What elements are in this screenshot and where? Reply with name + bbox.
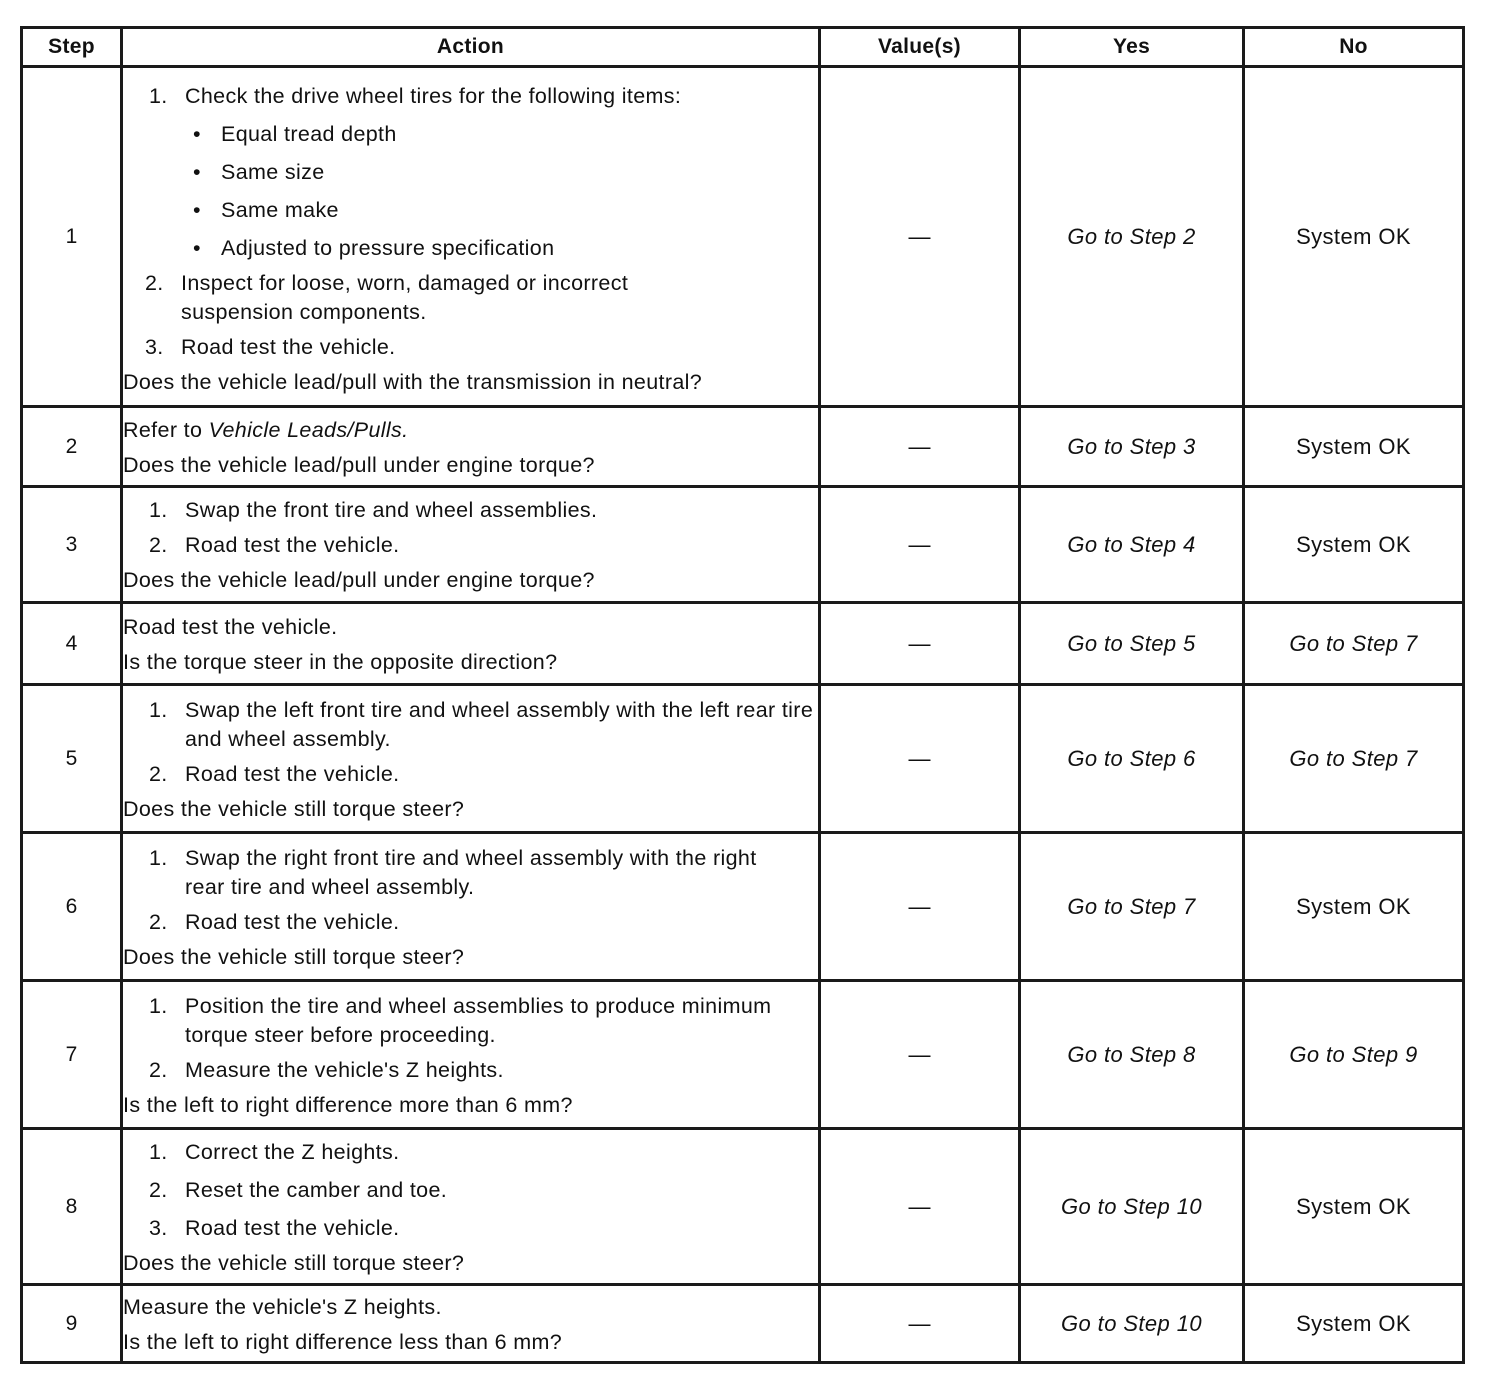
header-yes: Yes xyxy=(1020,28,1244,67)
yes-link[interactable]: Go to Step 3 xyxy=(1067,433,1196,459)
yes-link[interactable]: Go to Step 6 xyxy=(1067,745,1196,771)
no-result: System OK xyxy=(1296,433,1411,459)
header-action: Action xyxy=(122,28,820,67)
action-cell xyxy=(122,833,820,981)
action-item xyxy=(149,496,818,525)
item-number: 1. xyxy=(149,845,168,870)
item-text: Road test the vehicle. xyxy=(185,1215,400,1240)
step-number: 5 xyxy=(22,685,122,833)
item-number: 1. xyxy=(149,993,168,1018)
bullet-text: Same size xyxy=(221,160,325,184)
table-row-step-3 xyxy=(22,487,1464,603)
action-question: Does the vehicle still torque steer? xyxy=(123,796,465,821)
yes-cell xyxy=(1020,981,1244,1129)
item-text: Correct the Z heights. xyxy=(185,1139,400,1164)
action-question: Is the left to right difference less than 6 mm? xyxy=(123,1329,563,1354)
bullet-item xyxy=(193,158,818,187)
no-result: System OK xyxy=(1296,1310,1411,1336)
yes-link[interactable]: Go to Step 10 xyxy=(1061,1193,1202,1219)
value-cell: — xyxy=(820,833,1020,981)
bullet-text: Adjusted to pressure specification xyxy=(221,236,555,260)
bullet-text: Same make xyxy=(221,198,339,222)
action-item xyxy=(149,696,818,754)
step-number: 9 xyxy=(22,1285,122,1363)
table-row-step-1 xyxy=(22,67,1464,407)
no-cell xyxy=(1244,685,1464,833)
step-number: 8 xyxy=(22,1129,122,1285)
no-cell xyxy=(1244,1285,1464,1363)
yes-cell xyxy=(1020,833,1244,981)
value-cell: — xyxy=(820,981,1020,1129)
action-question: Does the vehicle still torque steer? xyxy=(123,944,465,969)
yes-cell xyxy=(1020,67,1244,407)
step-number: 4 xyxy=(22,603,122,685)
bullet-icon: • xyxy=(193,122,201,146)
value-cell: — xyxy=(820,603,1020,685)
item-number: 2. xyxy=(149,761,168,786)
diagnostic-table xyxy=(20,26,1465,1364)
action-cell xyxy=(122,685,820,833)
action-question: Does the vehicle still torque steer? xyxy=(123,1250,465,1275)
action-item xyxy=(149,1056,818,1085)
no-cell xyxy=(1244,487,1464,603)
item-text: Check the drive wheel tires for the following items: xyxy=(185,84,682,108)
yes-link[interactable]: Go to Step 8 xyxy=(1067,1041,1196,1067)
table-row-step-9 xyxy=(22,1285,1464,1363)
action-lead xyxy=(123,416,818,445)
item-number: 1. xyxy=(149,697,168,722)
yes-cell xyxy=(1020,1129,1244,1285)
action-cell xyxy=(122,67,820,407)
action-question: Does the vehicle lead/pull under engine torque? xyxy=(123,568,595,592)
table-row-step-6 xyxy=(22,833,1464,981)
yes-cell xyxy=(1020,685,1244,833)
bullet-icon: • xyxy=(193,236,201,260)
yes-link[interactable]: Go to Step 4 xyxy=(1067,531,1196,557)
action-item xyxy=(149,908,818,937)
bullet-item xyxy=(193,234,818,263)
action-cell xyxy=(122,407,820,487)
no-cell xyxy=(1244,67,1464,407)
action-item xyxy=(149,1214,818,1243)
no-cell xyxy=(1244,981,1464,1129)
item-number: 2. xyxy=(149,1057,168,1082)
action-lead: Road test the vehicle. xyxy=(123,614,338,639)
yes-cell xyxy=(1020,487,1244,603)
item-text: Swap the right front tire and wheel assembly with the right rear tire and wheel assembly. xyxy=(185,845,757,899)
step-number: 6 xyxy=(22,833,122,981)
no-link[interactable]: Go to Step 7 xyxy=(1289,745,1418,771)
action-question: Is the left to right difference more than 6 mm? xyxy=(123,1092,573,1117)
item-number: 1. xyxy=(149,84,168,108)
yes-link[interactable]: Go to Step 5 xyxy=(1067,630,1196,656)
bullet-text: Equal tread depth xyxy=(221,122,397,146)
action-item xyxy=(149,531,818,560)
action-item xyxy=(149,992,818,1050)
action-item xyxy=(149,844,818,902)
value-cell: — xyxy=(820,1285,1020,1363)
table-row-step-7 xyxy=(22,981,1464,1129)
value-cell: — xyxy=(820,1129,1020,1285)
item-text: Measure the vehicle's Z heights. xyxy=(185,1057,504,1082)
header-step: Step xyxy=(22,28,122,67)
action-item xyxy=(149,1176,818,1205)
item-number: 1. xyxy=(149,1139,168,1164)
item-number: 2. xyxy=(149,1177,168,1202)
header-values: Value(s) xyxy=(820,28,1020,67)
step-number: 1 xyxy=(22,67,122,407)
item-text: Inspect for loose, worn, damaged or incorrect suspension components. xyxy=(181,271,629,324)
item-number: 1. xyxy=(149,498,168,522)
yes-cell xyxy=(1020,603,1244,685)
action-cell xyxy=(122,1129,820,1285)
yes-link[interactable]: Go to Step 2 xyxy=(1067,223,1196,249)
item-number: 2. xyxy=(149,909,168,934)
lead-reference[interactable]: Vehicle Leads/Pulls. xyxy=(208,417,409,442)
yes-cell xyxy=(1020,407,1244,487)
action-item xyxy=(149,82,818,111)
step-number: 3 xyxy=(22,487,122,603)
item-text: Road test the vehicle. xyxy=(181,335,396,359)
action-cell xyxy=(122,603,820,685)
action-cell xyxy=(122,1285,820,1363)
value-cell: — xyxy=(820,685,1020,833)
action-cell xyxy=(122,981,820,1129)
value-cell: — xyxy=(820,487,1020,603)
no-link[interactable]: Go to Step 9 xyxy=(1289,1041,1418,1067)
value-cell: — xyxy=(820,407,1020,487)
action-lead: Measure the vehicle's Z heights. xyxy=(123,1294,442,1319)
action-question: Does the vehicle lead/pull with the transmission in neutral? xyxy=(123,370,703,394)
item-number: 3. xyxy=(149,1215,168,1240)
action-item xyxy=(149,760,818,789)
table-row-step-2 xyxy=(22,407,1464,487)
bullet-icon: • xyxy=(193,160,201,184)
value-cell: — xyxy=(820,67,1020,407)
item-number: 2. xyxy=(145,271,164,295)
bullet-item xyxy=(193,196,818,225)
bullet-icon: • xyxy=(193,198,201,222)
item-text: Road test the vehicle. xyxy=(185,533,400,557)
item-number: 3. xyxy=(145,335,164,359)
action-item xyxy=(149,1138,818,1167)
no-result: System OK xyxy=(1296,1193,1411,1219)
item-text: Road test the vehicle. xyxy=(185,909,400,934)
table-row-step-4 xyxy=(22,603,1464,685)
yes-cell xyxy=(1020,1285,1244,1363)
no-result: System OK xyxy=(1296,893,1411,919)
table-row-step-5 xyxy=(22,685,1464,833)
action-item xyxy=(145,333,818,362)
bullet-item xyxy=(193,120,818,149)
no-result: System OK xyxy=(1296,223,1411,249)
action-item xyxy=(145,269,818,327)
item-text: Swap the left front tire and wheel assembly with the left rear tire and wheel assembly. xyxy=(185,697,814,751)
header-row xyxy=(22,28,1464,67)
no-cell xyxy=(1244,833,1464,981)
table-row-step-8 xyxy=(22,1129,1464,1285)
action-cell xyxy=(122,487,820,603)
no-cell xyxy=(1244,407,1464,487)
item-text: Swap the front tire and wheel assemblies. xyxy=(185,498,598,522)
lead-prefix: Refer to xyxy=(123,417,209,442)
yes-link[interactable]: Go to Step 10 xyxy=(1061,1310,1202,1336)
yes-link[interactable]: Go to Step 7 xyxy=(1067,893,1196,919)
step-number: 7 xyxy=(22,981,122,1129)
step-number: 2 xyxy=(22,407,122,487)
action-question: Is the torque steer in the opposite direction? xyxy=(123,649,558,674)
no-link[interactable]: Go to Step 7 xyxy=(1289,630,1418,656)
no-result: System OK xyxy=(1296,531,1411,557)
no-cell xyxy=(1244,1129,1464,1285)
item-text: Position the tire and wheel assemblies to produce minimum torque steer before proceeding. xyxy=(185,993,772,1047)
item-number: 2. xyxy=(149,533,168,557)
header-no: No xyxy=(1244,28,1464,67)
item-text: Road test the vehicle. xyxy=(185,761,400,786)
action-question: Does the vehicle lead/pull under engine torque? xyxy=(123,452,595,477)
item-text: Reset the camber and toe. xyxy=(185,1177,448,1202)
no-cell xyxy=(1244,603,1464,685)
